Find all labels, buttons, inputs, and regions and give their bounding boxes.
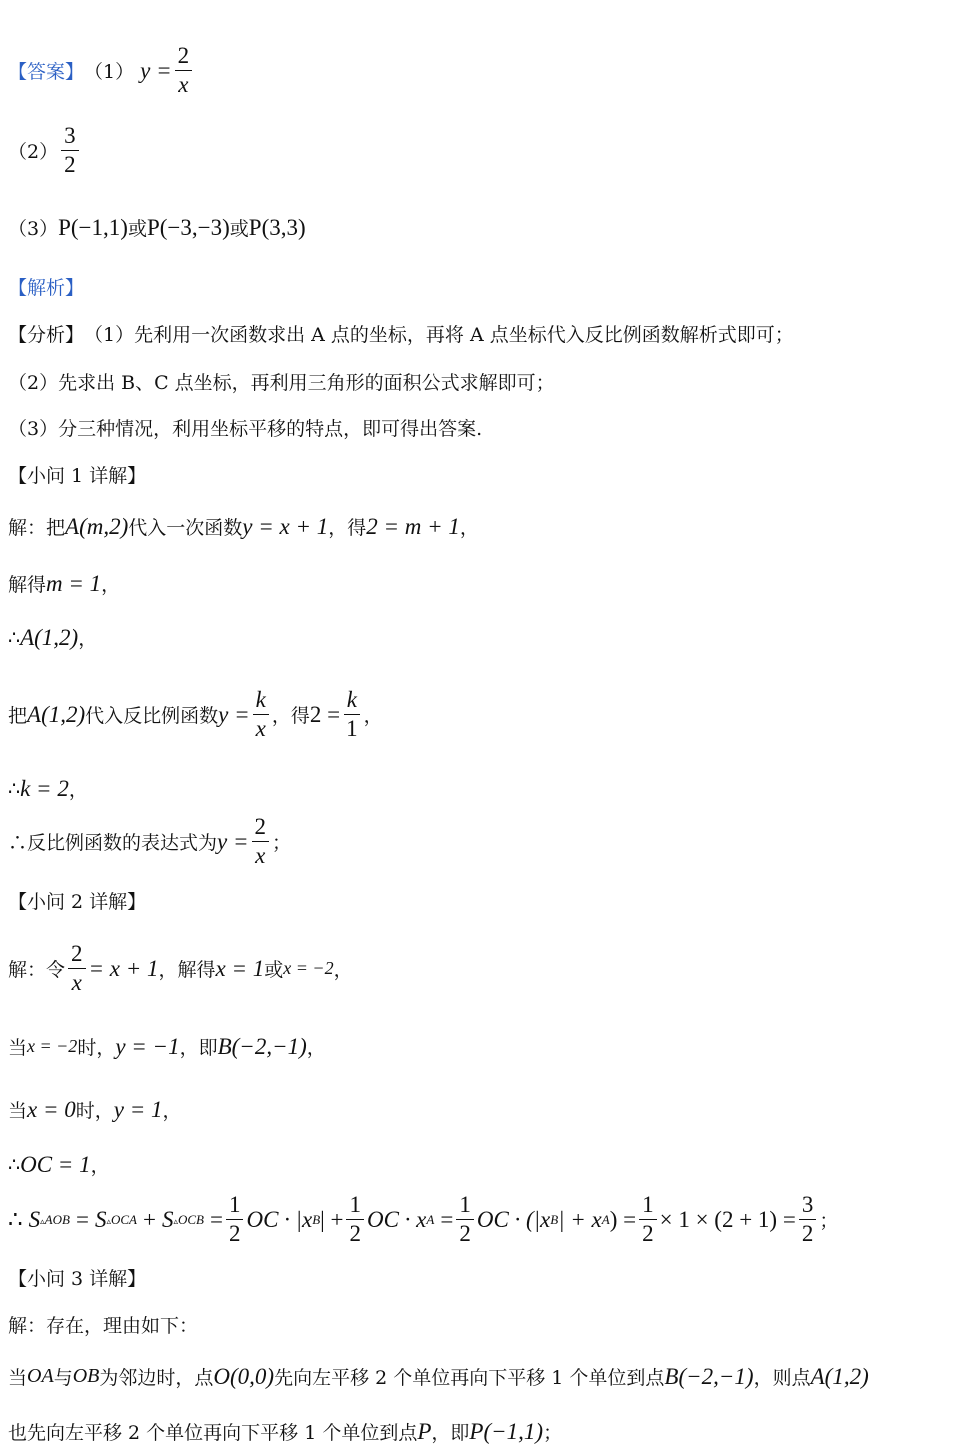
area-symbol: S (161, 1206, 174, 1232)
q2-text: 或 (264, 959, 284, 982)
q1-text: ， (78, 628, 98, 650)
q2-text: ， (333, 959, 353, 982)
fraction-numerator: 1 (346, 1193, 364, 1220)
q2-text: ， (306, 1037, 326, 1059)
q1-text: ， (363, 705, 383, 728)
q1-equation: 2 = m + 1 (366, 513, 460, 539)
fraction-denominator: x (178, 72, 189, 98)
q1-line-4 (8, 688, 383, 741)
q3-title: 【小问 3 详解】 (8, 1268, 147, 1290)
analysis-line-2: （2）先求出 B、C 点坐标，再利用三角形的面积公式求解即可； (8, 372, 555, 394)
fraction-numerator: 2 (68, 942, 86, 969)
area-term: × 1 × (2 + 1) = (659, 1206, 796, 1232)
fraction-numerator: 1 (639, 1193, 657, 1220)
q2-x-zero: x = 0 (27, 1096, 76, 1122)
q1-solution-m: m = 1 (46, 570, 102, 596)
answer-3-point-c: P(3,3) (248, 214, 306, 240)
subscript: B (312, 1211, 321, 1227)
q1-text: 把 (8, 705, 28, 728)
fraction-numerator: k (344, 688, 360, 715)
analysis-label: 【解析】 (8, 277, 85, 299)
area-term: | + (320, 1206, 344, 1232)
q3-line-1: 解：存在，理由如下： (8, 1315, 199, 1337)
q1-linear-function: y = x + 1 (242, 513, 329, 539)
q3-text: ，即 (431, 1422, 470, 1444)
q1-text: ∴反比例函数的表达式为 (8, 832, 218, 855)
q1-inverse-lhs: y = (218, 701, 250, 727)
q1-result-fraction (252, 815, 270, 868)
q3-point-a: A(1,2) (810, 1363, 869, 1389)
q2-title: 【小问 2 详解】 (8, 891, 147, 913)
q1-text: 代入反比例函数 (85, 705, 219, 728)
q3-text: 与 (53, 1367, 73, 1389)
q2-text: ， (162, 1100, 182, 1122)
q2-line-3 (8, 1096, 182, 1123)
q2-text: 解：令 (8, 959, 66, 982)
q1-text: 解：把 (8, 517, 66, 539)
q2-text: 时， (75, 1100, 114, 1122)
fraction-numerator: 3 (799, 1193, 817, 1220)
fraction-numerator: 1 (226, 1193, 244, 1220)
q2-text: 时， (77, 1037, 116, 1059)
q2-line-4 (8, 1151, 110, 1178)
q3-text: ，则点 (753, 1367, 811, 1389)
q1-k-fraction (343, 688, 361, 741)
answer-line-2 (8, 124, 82, 177)
q2-x-value: x = −2 (27, 1036, 78, 1056)
answer-3-point-b: P(−3,−3) (146, 214, 230, 240)
q1-point-a: A(1,2) (27, 701, 86, 727)
q2-text: 当 (8, 1037, 28, 1059)
q1-text: ， (68, 779, 88, 801)
triangle-icon: ▵ (173, 1215, 178, 1226)
half-fraction (639, 1193, 657, 1246)
area-subscript: OCB (177, 1211, 204, 1227)
q1-inverse-fraction (253, 688, 269, 741)
area-term: OC · |x (246, 1206, 313, 1232)
q3-text: ； (543, 1422, 563, 1444)
q3-line-3 (8, 1418, 562, 1445)
q1-line-2 (8, 570, 120, 597)
q2-oc-length: OC = 1 (20, 1151, 91, 1177)
q3-point-p: P (417, 1418, 432, 1444)
q1-point-a: A(1,2) (20, 624, 79, 650)
analysis-line-1 (8, 320, 794, 347)
q1-text: 代入一次函数 (128, 517, 243, 539)
q3-point-p-coords: P(−1,1) (469, 1418, 544, 1444)
answer-2-fraction (61, 124, 79, 177)
analysis-tag: 【分析】 (8, 324, 85, 346)
q3-point-b: B(−2,−1) (664, 1363, 754, 1389)
q3-line-2 (8, 1363, 869, 1390)
therefore-symbol: ∴ (8, 1206, 23, 1232)
q3-text: 当 (8, 1367, 28, 1389)
fraction-denominator: 2 (801, 1221, 814, 1247)
fraction-denominator: 1 (346, 716, 358, 742)
fraction-denominator: x (255, 843, 266, 869)
area-term: OC · x (366, 1206, 427, 1232)
q1-line-5 (8, 775, 88, 802)
subscript: A (601, 1211, 610, 1227)
analysis-line-3: （3）分三种情况，利用坐标平移的特点，即可得出答案. (8, 418, 483, 440)
q2-text: ，即 (179, 1037, 218, 1059)
fraction-numerator: 1 (456, 1193, 474, 1220)
answer-label: 【答案】 (8, 61, 85, 84)
q3-segment-oa: OA (27, 1365, 54, 1387)
subscript: A (426, 1211, 435, 1227)
area-subscript: AOB (44, 1211, 70, 1227)
q1-k-value: k = 2 (20, 775, 69, 801)
answer-line-3 (8, 214, 306, 241)
q2-equation-rhs: = x + 1 (88, 955, 159, 981)
q3-segment-ob: OB (72, 1365, 100, 1387)
q3-point-o: O(0,0) (213, 1363, 275, 1389)
q1-text: 解得 (8, 574, 47, 596)
therefore-symbol: ∴ (8, 1153, 21, 1176)
fraction-denominator: 2 (459, 1221, 471, 1247)
q2-line-2 (8, 1033, 326, 1060)
q2-area-equation (8, 1193, 838, 1246)
fraction-denominator: 2 (64, 152, 76, 178)
analysis-text-1: （1）先利用一次函数求出 A 点的坐标，再将 A 点坐标代入反比例函数解析式即可； (84, 324, 794, 346)
area-symbol: S (28, 1206, 41, 1232)
equals: = (209, 1206, 223, 1232)
fraction-denominator: 2 (228, 1221, 241, 1247)
area-term: | + x (558, 1206, 602, 1232)
plus: + (142, 1206, 156, 1232)
q1-line-3 (8, 624, 97, 651)
half-fraction (456, 1193, 474, 1246)
therefore-symbol: ∴ (8, 777, 21, 800)
answer-1-lhs: y = (140, 57, 172, 83)
q2-root-1: x = 1 (215, 955, 265, 981)
triangle-icon: ▵ (40, 1215, 45, 1226)
answer-3-point-a: P(−1,1) (58, 214, 128, 240)
q1-equation-lhs: 2 = (309, 701, 341, 727)
q1-line-1 (8, 513, 479, 540)
answer-part-1-tag: （1） (84, 61, 135, 84)
q2-text: 当 (8, 1100, 28, 1122)
area-term: OC · (|x (476, 1206, 551, 1232)
q1-text: ， (101, 574, 121, 596)
q2-y-one: y = 1 (113, 1096, 163, 1122)
answer-3-or-1: 或 (127, 218, 147, 240)
q1-title: 【小问 1 详解】 (8, 465, 147, 487)
q3-text: 为邻边时，点 (99, 1367, 214, 1389)
q2-text: ； (819, 1211, 839, 1233)
answer-1-fraction (175, 44, 193, 97)
q1-line-6 (8, 815, 291, 868)
q1-text: ； (272, 832, 292, 855)
fraction-numerator: 2 (252, 815, 270, 842)
q1-text: ，得 (271, 705, 310, 728)
fraction-numerator: k (253, 688, 269, 715)
q1-result-lhs: y = (217, 828, 249, 854)
q3-text: 先向左平移 2 个单位再向下平移 1 个单位到点 (274, 1367, 665, 1389)
half-fraction (346, 1193, 364, 1246)
q2-text: ， (90, 1155, 110, 1177)
answer-part-2-tag: （2） (8, 141, 59, 164)
fraction-denominator: x (71, 970, 82, 996)
answer-line-1 (8, 44, 195, 97)
equals: = (440, 1206, 454, 1232)
q1-point-a: A(m,2) (65, 513, 129, 539)
q2-fraction (68, 942, 86, 995)
q3-text: 也先向左平移 2 个单位再向下平移 1 个单位到点 (8, 1422, 418, 1444)
triangle-icon: ▵ (106, 1215, 111, 1226)
q2-line-1 (8, 942, 353, 995)
area-symbol: S (94, 1206, 107, 1232)
equals: = (75, 1206, 89, 1232)
area-subscript: OCA (110, 1211, 137, 1227)
fraction-denominator: x (255, 716, 266, 742)
q1-text: ，得 (328, 517, 367, 539)
fraction-denominator: 2 (349, 1221, 361, 1247)
q1-text: ， (459, 517, 479, 539)
half-fraction (226, 1193, 244, 1246)
fraction-numerator: 3 (61, 124, 79, 151)
q2-root-2: x = −2 (283, 958, 334, 979)
result-fraction (799, 1193, 817, 1246)
area-term: ) = (609, 1206, 637, 1232)
q2-point-b: B(−2,−1) (217, 1033, 307, 1059)
subscript: B (550, 1211, 559, 1227)
answer-3-or-2: 或 (229, 218, 249, 240)
q2-y-value: y = −1 (115, 1033, 180, 1059)
fraction-numerator: 2 (175, 44, 193, 71)
q2-text: ，解得 (158, 959, 216, 982)
therefore-symbol: ∴ (8, 626, 21, 649)
fraction-denominator: 2 (642, 1221, 654, 1247)
answer-part-3-tag: （3） (8, 218, 59, 240)
